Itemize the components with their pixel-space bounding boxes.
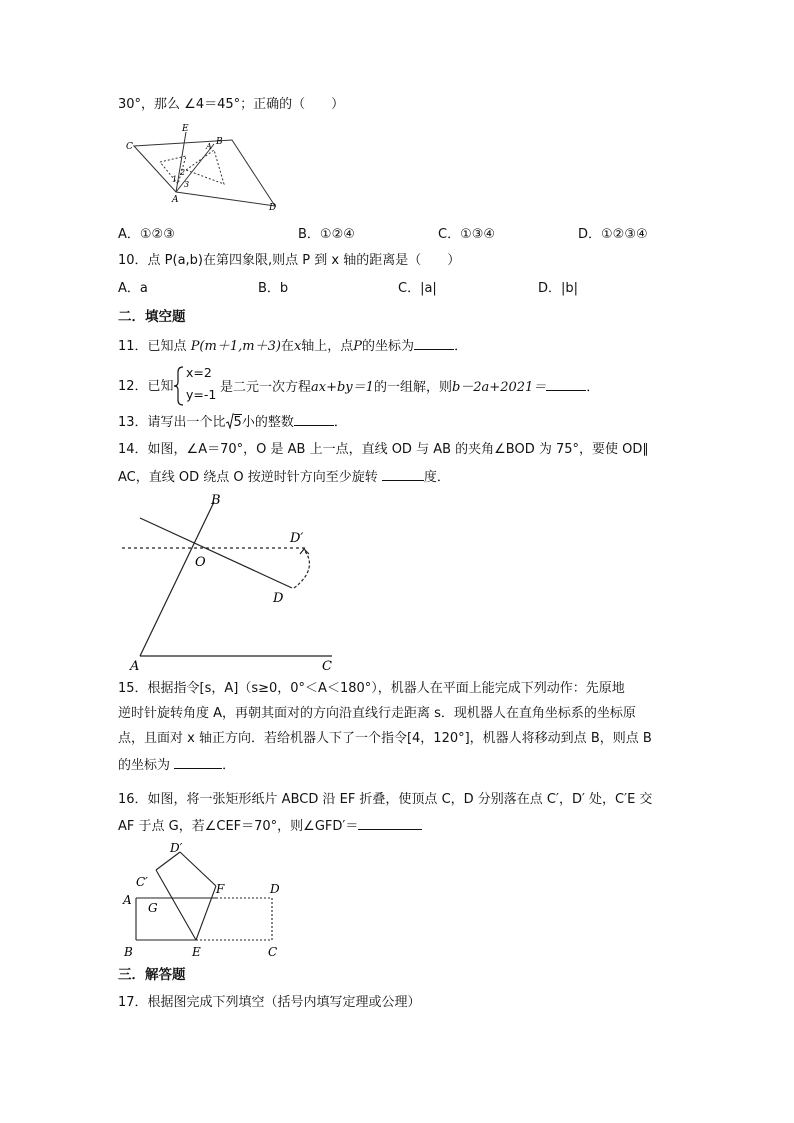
q16-line2a: AF 于点 G，若∠CEF＝70°，则∠GFD′＝ [118, 819, 359, 834]
q17-stem: 17．根据图完成下列填空（括号内填写定理或公理） [118, 995, 421, 1010]
q11-p: P [353, 339, 363, 354]
q9-label-a-top: A [206, 142, 212, 151]
q10-option-c-letter: C． [398, 281, 421, 296]
q14-line2b: 度． [423, 470, 450, 485]
q10-option-c-text: |a| [420, 281, 437, 296]
q9-option-b-text: ①②④ [319, 227, 355, 242]
q9-option-c[interactable] [438, 226, 495, 244]
q12-sys-line1: x=2 [186, 365, 212, 380]
q9-option-b-letter: B． [298, 227, 320, 242]
q10-option-b[interactable] [258, 280, 288, 298]
q14-line2a: AC，直线 OD 绕点 O 按逆时针方向至少旋转 [118, 470, 382, 485]
q11-end: ． [454, 339, 468, 354]
q14-label-b: B [211, 493, 221, 508]
q14-label-a: A [130, 659, 140, 674]
q12-eq: ax+by＝1 [311, 380, 374, 395]
q12-answer-blank[interactable] [546, 378, 586, 391]
q15-line3: 点，且面对 x 轴正方向．若给机器人下了一个指令[4，120°]，机器人将移动到点 B，则点 B [118, 731, 652, 746]
q11-x: x [293, 339, 302, 354]
q10-option-d[interactable] [538, 280, 578, 298]
q15-line4 [118, 756, 235, 775]
q12-sys-line2: y=-1 [186, 387, 217, 402]
q14-label-d-prime: D′ [290, 531, 304, 546]
q16-figure [118, 840, 290, 962]
q9-figure [120, 122, 290, 214]
section-title-fill-in: 二．填空题 [118, 309, 186, 325]
q10-option-a[interactable] [118, 280, 148, 298]
q16-label-f: F [216, 882, 225, 896]
q9-label-1: 1 [172, 175, 178, 184]
q9-option-b[interactable] [298, 226, 355, 244]
q13-sqrt-radicand: 5 [233, 415, 242, 430]
q15-answer-blank[interactable] [174, 756, 222, 769]
q9-option-d[interactable] [578, 226, 648, 244]
q16-answer-blank[interactable] [358, 817, 422, 830]
q12-expr: b－2a+2021＝ [451, 380, 547, 395]
q15-line4a: 的坐标为 [118, 758, 175, 773]
q12-end: ． [586, 380, 600, 395]
q16-label-d: D [270, 882, 280, 896]
q16-label-d-prime: D′ [170, 841, 183, 855]
q10-option-a-text: a [139, 281, 148, 296]
q11-mid: 在 [280, 339, 294, 354]
q10-option-a-letter: A． [118, 281, 140, 296]
q14-label-o: O [195, 555, 206, 570]
q12-mid: 是二元一次方程 [220, 380, 312, 395]
q16-line2 [118, 817, 422, 836]
q14-figure [118, 492, 340, 674]
q14-label-c: C [322, 659, 332, 674]
q9-option-c-letter: C． [438, 227, 461, 242]
q14-label-d: D [273, 591, 284, 606]
q13 [118, 413, 347, 432]
q13-pre: 13．请写出一个比 [118, 415, 226, 430]
q9-label-e: E [182, 124, 189, 134]
q13-end: ． [333, 415, 347, 430]
q16-line1: 16．如图，将一张矩形纸片 ABCD 沿 EF 折叠，使顶点 C，D 分别落在点 C′，D′ 处，C′E 交 [118, 792, 653, 807]
q10-option-d-text: |b| [561, 281, 579, 296]
q11 [118, 337, 467, 356]
q16-label-b: B [124, 945, 133, 959]
q12-pre: 12．已知 [118, 379, 174, 394]
q9-option-a-letter: A． [118, 227, 140, 242]
q16-label-c: C [268, 945, 278, 959]
q12-system-brace [174, 366, 184, 406]
q11-answer-blank[interactable] [414, 337, 454, 350]
q16-label-e: E [192, 945, 201, 959]
q11-expr: P(m＋1,m＋3) [190, 339, 281, 354]
q9-label-b: B [216, 137, 223, 147]
q11-post1: 轴上，点 [301, 339, 354, 354]
q15-line1: 15．根据指令[s，A]（s≥0，0°＜A＜180°），机器人在平面上能完成下列动作：先原地 [118, 681, 625, 696]
q12-rest [220, 378, 599, 397]
q9-label-a: A [172, 195, 179, 205]
q9-label-c: C [126, 142, 133, 152]
q14-line1: 14．如图，∠A＝70°，O 是 AB 上一点，直线 OD 与 AB 的夹角∠BOD 为 75°，要使 OD∥ [118, 442, 649, 457]
q10-stem: 10．点 P(a,b)在第四象限,则点 P 到 x 轴的距离是（ ） [118, 253, 461, 268]
q9-option-d-letter: D． [578, 227, 602, 242]
section-title-answer: 三．解答题 [118, 967, 186, 983]
q14-line2 [118, 468, 450, 487]
q15-line2: 逆时针旋转角度 A，再朝其面对的方向沿直线行走距离 s．现机器人在直角坐标系的坐标原 [118, 706, 636, 721]
q10-option-b-letter: B． [258, 281, 280, 296]
q11-post2: 的坐标为 [362, 339, 415, 354]
q12-post: 的一组解，则 [373, 380, 452, 395]
q10-option-c[interactable] [398, 280, 437, 298]
sqrt-icon [226, 413, 234, 429]
q13-post: 小的整数 [241, 415, 294, 430]
q16-label-c-prime: C′ [136, 875, 148, 889]
q9-option-d-text: ①②③④ [601, 227, 648, 242]
q9-option-a[interactable] [118, 226, 175, 244]
q9-label-3: 3 [184, 180, 190, 189]
q9-stem-tail: 30°，那么 ∠4＝45°；正确的（ ） [118, 97, 345, 112]
q15-line4b: ． [222, 758, 236, 773]
q13-answer-blank[interactable] [294, 413, 334, 426]
q16-label-g: G [148, 901, 158, 915]
q10-option-b-text: b [279, 281, 289, 296]
q16-label-a: A [123, 893, 132, 907]
q14-answer-blank[interactable] [382, 468, 424, 481]
q9-option-a-text: ①②③ [139, 227, 175, 242]
q9-label-d: D [269, 203, 277, 213]
q10-option-d-letter: D． [538, 281, 562, 296]
q9-label-2: 2 [180, 168, 186, 177]
q9-option-c-text: ①③④ [460, 227, 496, 242]
q11-pre: 11．已知点 [118, 339, 191, 354]
